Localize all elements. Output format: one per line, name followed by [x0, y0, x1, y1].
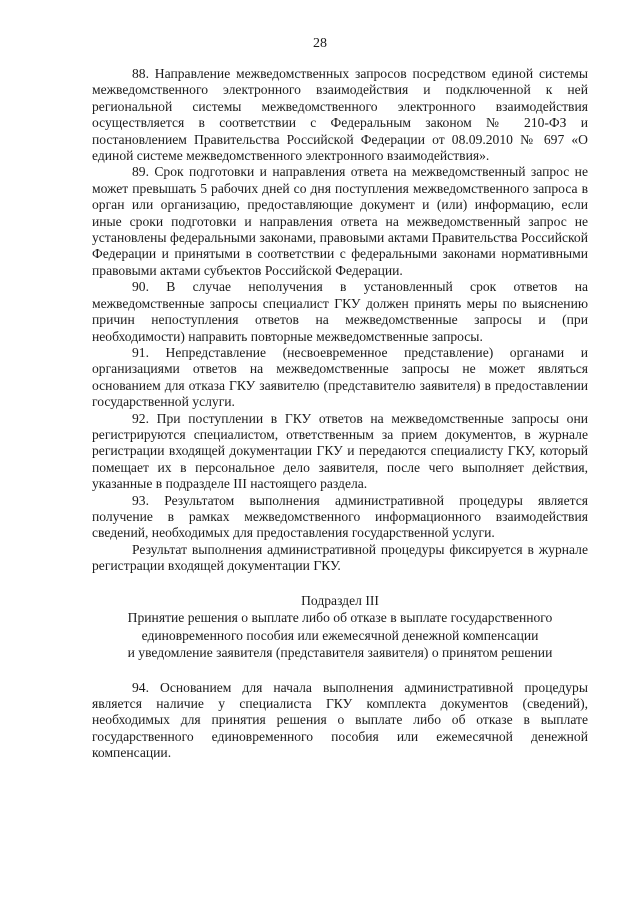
subsection-title-line: Принятие решения о выплате либо об отказе в выплате государственного — [127, 610, 553, 626]
page-number: 28 — [313, 36, 327, 51]
subsection-label: Подраздел III — [301, 592, 379, 608]
subsection-heading — [92, 592, 588, 662]
paragraph-93-result: Результат выполнения административной процедуры фиксируется в журнале регистрации входящей документации ГКУ. — [92, 541, 588, 574]
paragraph-94: 94. Основанием для начала выполнения административной процедуры является наличие у специалиста ГКУ комплекта документов (сведений), необходимых для принятия решения о выплате либо об отказе в выплате государственного единовременного пособия или ежемесячной денежной компенсации. — [92, 679, 588, 761]
document-body — [92, 66, 588, 762]
paragraph-90: 90. В случае неполучения в установленный срок ответов на межведомственные запросы специалист ГКУ должен принять меры по выяснению причин непоступления ответов на межведомственные запросы и (при необходимости) направить повторные межведомственные запросы. — [92, 279, 588, 344]
subsection-title-line: и уведомление заявителя (представителя заявителя) о принятом решении — [127, 645, 553, 661]
subsection-title-line: единовременного пособия или ежемесячной денежной компенсации — [141, 627, 539, 643]
paragraph-89: 89. Срок подготовки и направления ответа на межведомственный запрос не может превышать 5 рабочих дней со дня поступления межведомственного запроса в орган или организацию, предоставляющие документ и (или) информацию, если иные сроки подготовки и направления ответа на межведомственный запрос не установлены федеральными законами, правовыми актами Правительства Российской Федерации и принятыми в соответствии с федеральными законами нормативными правовыми актами субъектов Российской Федерации. — [92, 164, 588, 278]
paragraph-93: 93. Результатом выполнения административной процедуры является получение в рамках межведомственного информационного взаимодействия сведений, необходимых для предоставления государственной услуги. — [92, 492, 588, 541]
paragraph-91: 91. Непредставление (несвоевременное представление) органами и организациями ответов на межведомственные запросы не может являться основанием для отказа ГКУ заявителю (представителю заявителя) в предоставлении государственной услуги. — [92, 344, 588, 410]
paragraph-92: 92. При поступлении в ГКУ ответов на межведомственные запросы они регистрируются специалистом, ответственным за прием документов, в журнале регистрации входящей документации ГКУ и передаются специалисту ГКУ, который помещает их в персональное дело заявителя, после чего выполняет действия, указанные в подразделе III настоящего раздела. — [92, 410, 588, 492]
paragraph-88: 88. Направление межведомственных запросов посредством единой системы межведомственного электронного взаимодействия и подключенной к ней региональной системы межведомственного электронного взаимодействия осуществляется в соответствии с Федеральным законом № 210-ФЗ и постановлением Правительства Российской Федерации от 08.09.2010 № 697 «О единой системе межведомственного электронного взаимодействия». — [92, 66, 588, 164]
